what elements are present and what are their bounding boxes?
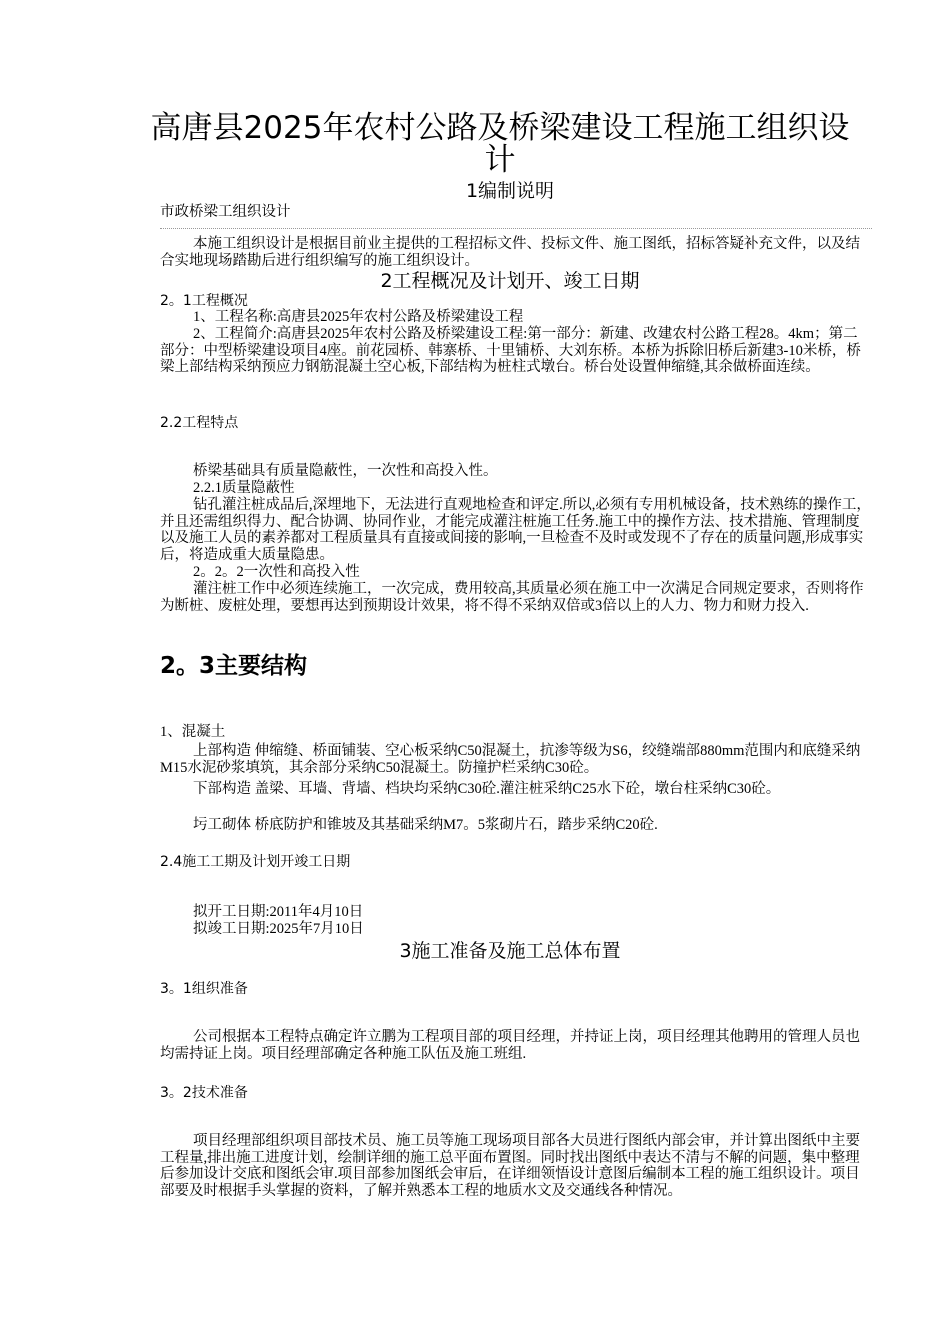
section-2-3-paragraph-3: 圬工砌体 桥底防护和锥坡及其基础采纳M7。5浆砌片石，踏步采纳C20砼.: [193, 817, 658, 833]
section-1-paragraph: 本施工组织设计是根据目前业主提供的工程招标文件、投标文件、施工图纸，招标答疑补充文件，以及结合实地现场踏勘后进行组织编写的施工组织设计。: [160, 236, 860, 269]
document-subtitle: 市政桥梁工组织设计: [160, 204, 291, 220]
section-2-2-1-paragraph: 钻孔灌注桩成品后,深埋地下，无法进行直观地检查和评定.所以,必须有专用机械设备，技术熟练的操作工，并且还需组织得力、配合协调、协同作业，才能完成灌注桩施工任务.施工中的操作方法、技术措施、管理制度以及施工人员的素养都对工程质量具有直接或间接的影响,一旦检查不及时或发现不了存在的质量问题,形成事实后，将造成重大质量隐患。: [160, 497, 871, 563]
section-2-3-paragraph-1: 上部构造 伸缩缝、桥面铺装、空心板采纳C50混凝土，抗渗等级为S6，绞缝端部880mm范围内和底缝采纳M15水泥砂浆填筑，其余部分采纳C50混凝土。防撞护栏采纳C30砼。: [160, 743, 861, 776]
section-2-1-item-2: 2、工程简介:高唐县2025年农村公路及桥梁建设工程:第一部分：新建、改建农村公路工程28。4km；第二部分：中型桥梁建设项目4座。前花园桥、韩寨桥、十里铺桥、大刘东桥。本桥为拆除旧桥后新建3-10米桥，桥梁上部结构采纳预应力钢筋混凝土空心板,下部结构为桩柱式墩台。桥台处设置伸缩缝,其余做桥面连续。: [160, 326, 861, 375]
section-2-2-heading: 2.2工程特点: [160, 415, 239, 431]
planned-start-date: 拟开工日期:2011年4月10日: [193, 904, 364, 920]
section-2-4-heading: 2.4施工工期及计划开竣工日期: [160, 854, 351, 870]
section-3-2-paragraph: 项目经理部组织项目部技术员、施工员等施工现场项目部各大员进行图纸内部会审，并计算出图纸中主要工程量,排出施工进度计划，绘制详细的施工总平面布置图。同时找出图纸中表达不清与不解的问题，集中整理后参加设计交底和图纸会审.项目部参加图纸会审后，在详细领悟设计意图后编制本工程的施工组织设计。项目部要及时根据手头掌握的资料，了解并熟悉本工程的地质水文及交通线各种情况。: [160, 1133, 860, 1199]
section-3-1-heading: 3。1组织准备: [160, 981, 248, 997]
section-3-2-heading: 3。2技术准备: [160, 1085, 248, 1101]
planned-end-date: 拟竣工日期:2025年7月10日: [193, 921, 364, 937]
section-3-heading: 3施工准备及施工总体布置: [399, 940, 621, 962]
section-2-3-paragraph-2: 下部构造 盖梁、耳墙、背墙、档块均采纳C30砼.灌注桩采纳C25水下砼，墩台柱采纳C30砼。: [193, 781, 781, 797]
section-2-3-item-1: 1、混凝土: [160, 724, 226, 740]
section-2-3-heading: 2。3主要结构: [160, 653, 308, 679]
section-1-heading: 1编制说明: [465, 180, 555, 202]
section-2-2-2-paragraph: 灌注桩工作中必须连续施工，一次完成，费用较高,其质量必须在施工中一次满足合同规定要求，否则将作为断桩、废桩处理，要想再达到预期设计效果，将不得不采纳双倍或3倍以上的人力、物力和财力投入.: [160, 581, 864, 614]
section-2-2-2-heading: 2。2。2一次性和高投入性: [193, 564, 360, 580]
section-2-2-1-heading: 2.2.1质量隐蔽性: [193, 480, 295, 496]
header-divider: [160, 228, 872, 229]
section-2-1-heading: 2。1工程概况: [160, 293, 248, 309]
section-2-heading: 2工程概况及计划开、竣工日期: [380, 270, 640, 292]
section-2-1-item-1: 1、工程名称:高唐县2025年农村公路及桥梁建设工程: [193, 309, 524, 325]
section-3-1-paragraph: 公司根据本工程特点确定许立鹏为工程项目部的项目经理，并持证上岗，项目经理其他聘用的管理人员也均需持证上岗。项目经理部确定各种施工队伍及施工班组.: [160, 1029, 860, 1062]
document-title: 高唐县2025年农村公路及桥梁建设工程施工组织设计: [150, 110, 850, 178]
section-2-2-paragraph: 桥梁基础具有质量隐蔽性，一次性和高投入性。: [193, 463, 498, 479]
